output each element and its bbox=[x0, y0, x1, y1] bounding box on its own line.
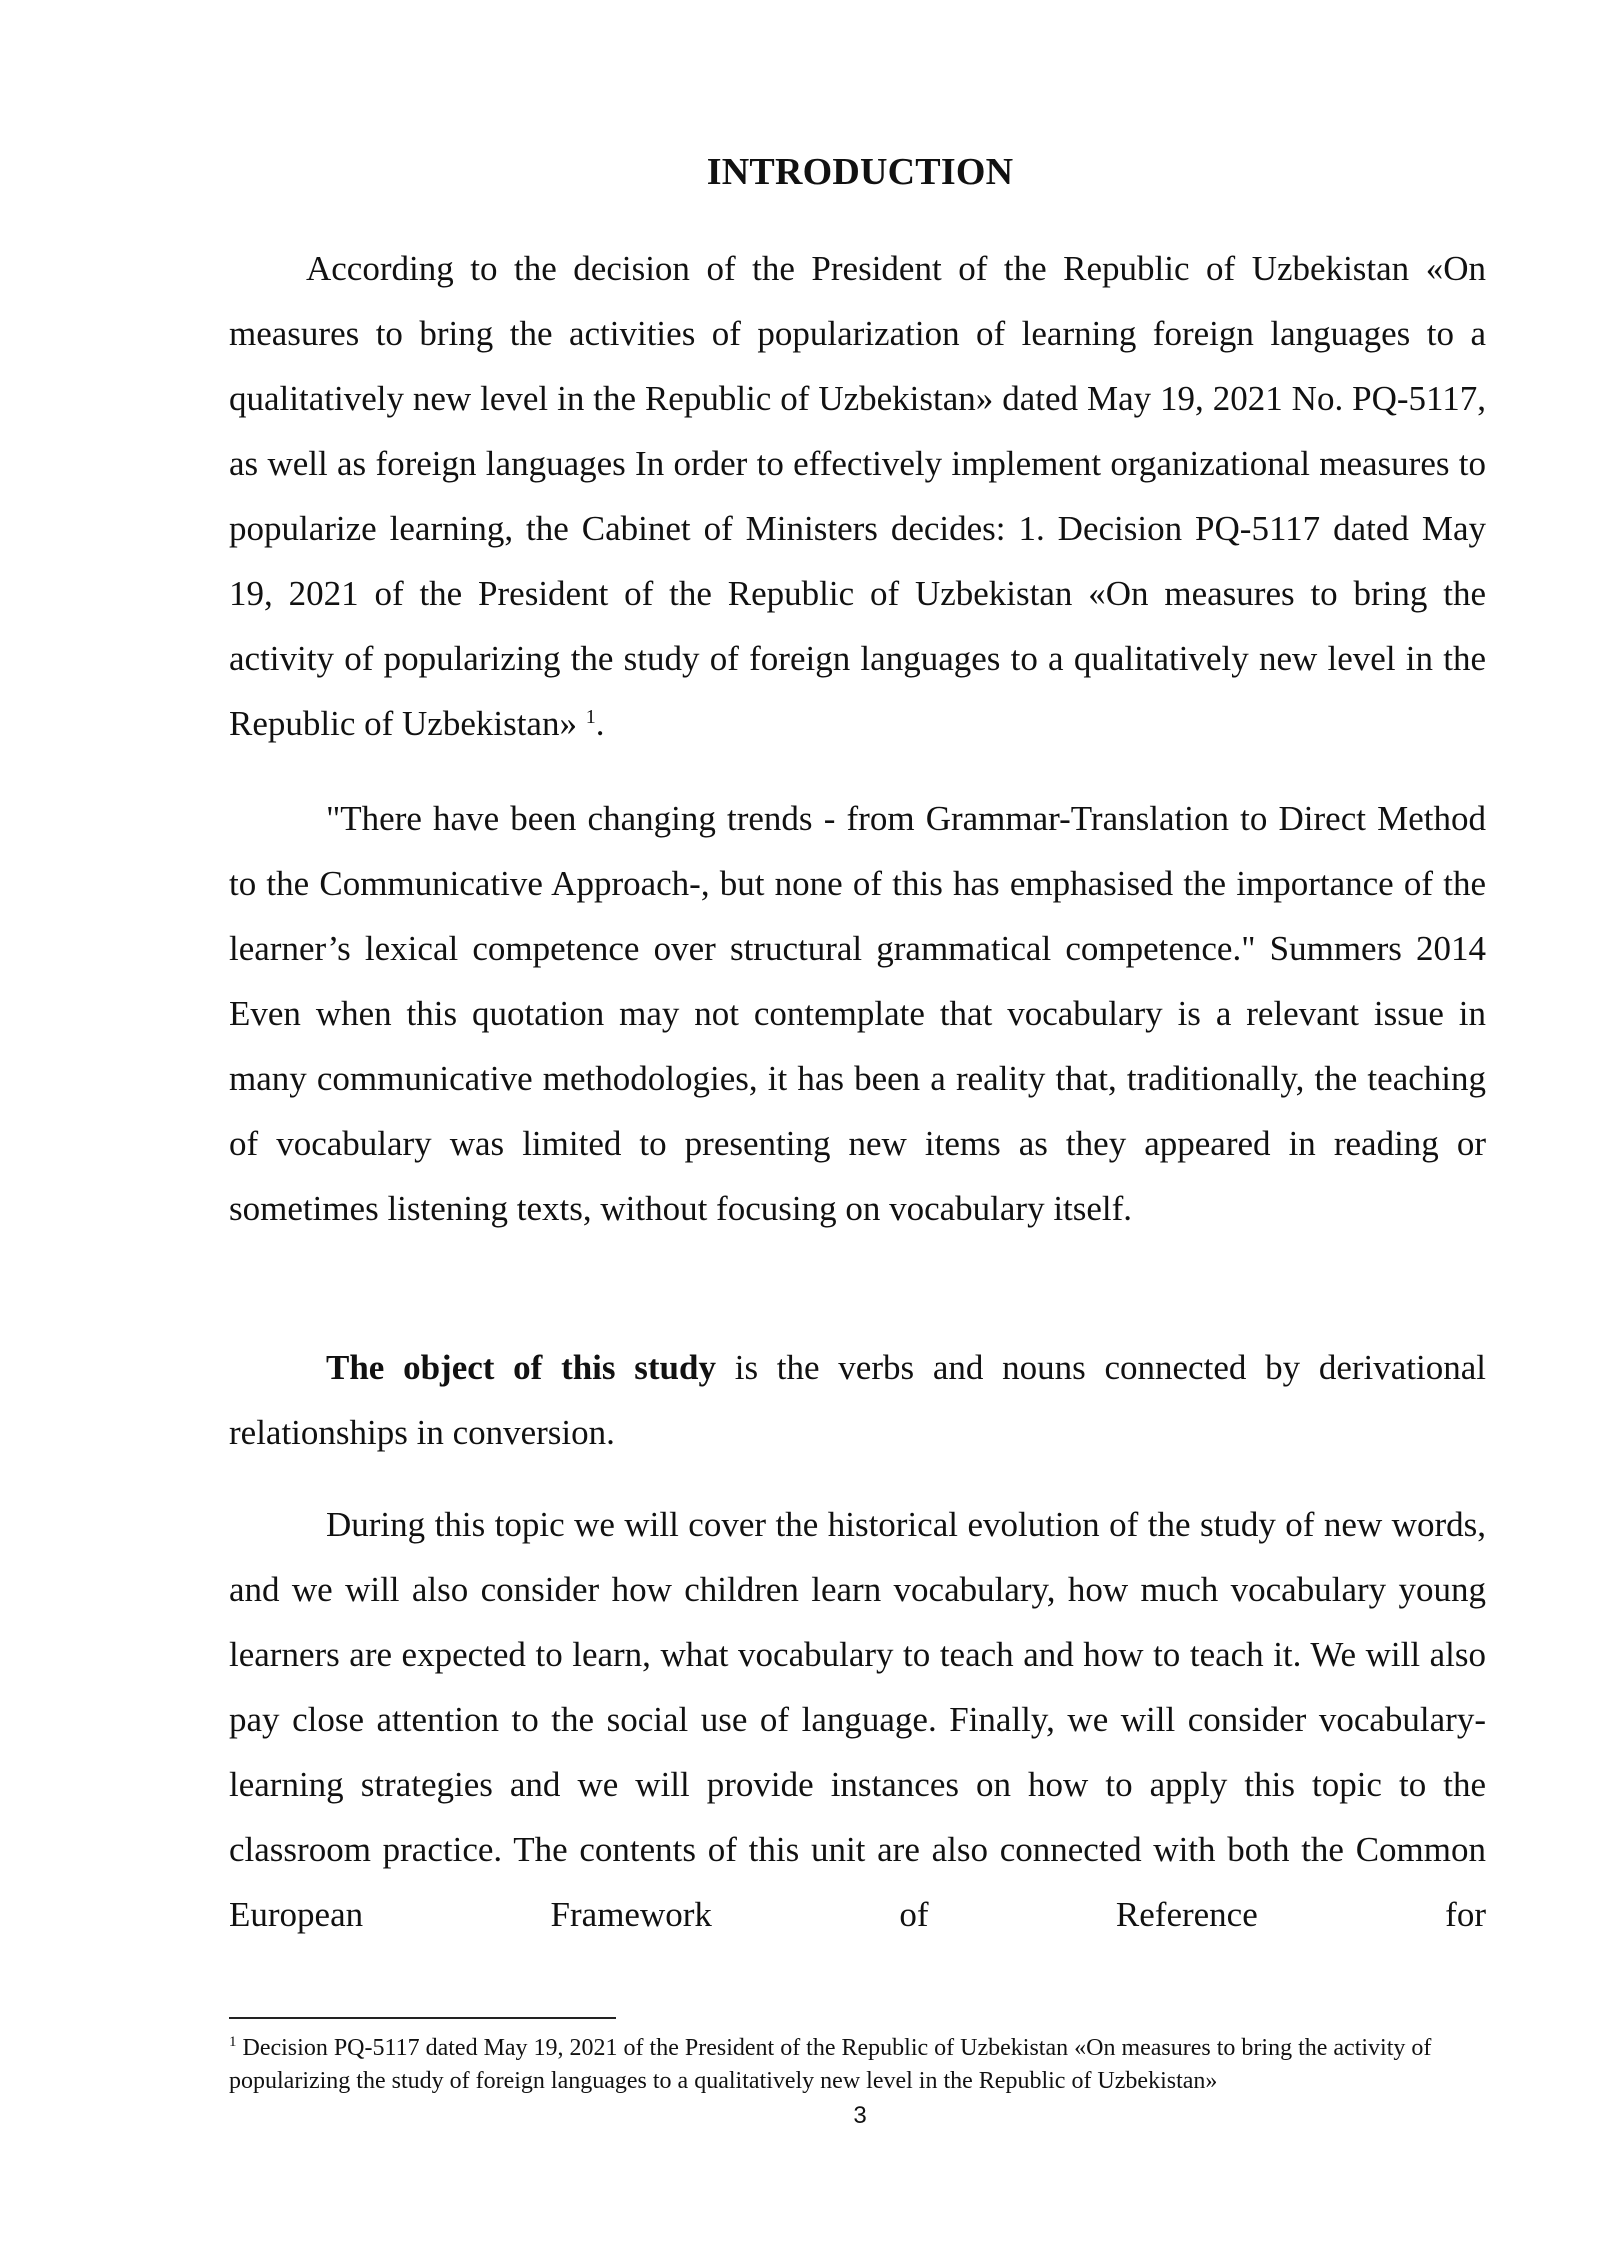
footnote-text: Decision PQ-5117 dated May 19, 2021 of the President of the Republic of Uzbekistan «On measures to bring the activity of popularizing the study of foreign languages to a qualitatively new level in the Republic of Uzbekistan» bbox=[229, 2035, 1432, 2094]
paragraph-text: "There have been changing trends - from Grammar-Translation to Direct Method to the Communicative Approach-, but none of this has emphasised the importance of the learner’s lexical competence over structural grammatical competence." Summers 2014 Even when this quotation may not contemplate that vocabulary is a relevant issue in many communicative methodologies, it has been a reality that, traditionally, the teaching of vocabulary was limited to presenting new items as they appeared in reading or sometimes listening texts, without focusing on vocabulary itself. bbox=[229, 799, 1486, 1228]
footnote-separator bbox=[229, 2017, 616, 2019]
paragraph-text bbox=[229, 1335, 1486, 1465]
bold-lead-text: The object of this study bbox=[326, 1348, 716, 1387]
paragraph-body: is the verbs and nouns connected by derivational relationships in conversion. bbox=[229, 1348, 1486, 1452]
footnote-reference[interactable]: 1 bbox=[585, 706, 596, 728]
paragraph-text: During this topic we will cover the historical evolution of the study of new words, and we will also consider how children learn vocabulary, how much vocabulary young learners are expected to learn, what vocabulary to teach and how to teach it. We will also pay close attention to the social use of language. Finally, we will consider vocabulary-learning strategies and we will provide instances on how to apply this topic to the classroom practice. The contents of this unit are also connected with both the Common European Framework of Reference for bbox=[229, 1505, 1486, 1934]
paragraph-topic-overview bbox=[229, 1492, 1486, 1947]
paragraph-decision bbox=[229, 236, 1486, 756]
paragraph-body: According to the decision of the President of the Republic of Uzbekistan «On measures to bring the activities of popularization of learning foreign languages to a qualitatively new level in the Republic of Uzbekistan» dated May 19, 2021 No. PQ-5117, as well as foreign languages In order to effectively implement organizational measures to popularize learning, the Cabinet of Ministers decides: 1. Decision PQ-5117 dated May 19, 2021 of the President of the Republic of Uzbekistan «On measures to bring the activity of popularizing the study of foreign languages to a qualitatively new level in the Republic of Uzbekistan» bbox=[229, 249, 1486, 743]
section-heading: INTRODUCTION bbox=[706, 151, 1014, 193]
footnote bbox=[229, 2032, 1486, 2098]
paragraph-end-punctuation: . bbox=[595, 704, 605, 743]
paragraph-object-of-study bbox=[229, 1335, 1486, 1465]
page-number: 3 bbox=[853, 2102, 867, 2129]
paragraph-text bbox=[229, 236, 1486, 756]
footnote-number: 1 bbox=[229, 2034, 237, 2050]
paragraph-quotation bbox=[229, 786, 1486, 1241]
